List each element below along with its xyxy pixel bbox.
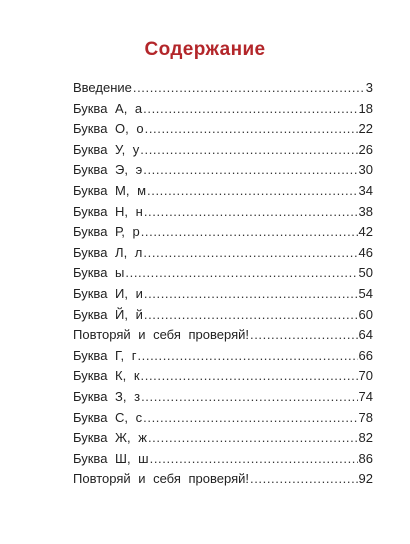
toc-entry-page: 92 xyxy=(358,471,373,487)
toc-entry-label: Буква У, у xyxy=(73,141,140,157)
toc-entry-page: 54 xyxy=(358,285,373,301)
toc-entry-label: Буква С, с xyxy=(73,409,143,425)
toc-entry xyxy=(73,286,373,307)
toc-entry xyxy=(73,245,373,266)
toc-entry-label: Буква Э, э xyxy=(73,162,143,178)
dot-leader xyxy=(143,162,357,177)
toc-entry-page: 50 xyxy=(358,265,373,281)
toc-entry-page: 60 xyxy=(358,306,373,322)
toc-entry-label: Буква А, а xyxy=(73,100,143,116)
dot-leader xyxy=(250,471,358,486)
toc-entry xyxy=(73,451,373,472)
toc-entry-page: 42 xyxy=(358,224,373,240)
toc-entry xyxy=(73,162,373,183)
toc-entry xyxy=(73,368,373,389)
dot-leader xyxy=(144,286,358,301)
toc-entry-label: Буква М, м xyxy=(73,182,147,198)
toc-entry-page: 30 xyxy=(358,162,373,178)
page-title: Содержание xyxy=(144,39,266,60)
dot-leader xyxy=(145,121,358,136)
dot-leader xyxy=(141,224,358,239)
toc-entry-label: Буква Л, л xyxy=(73,244,143,260)
toc-entry xyxy=(73,410,373,431)
toc-entry xyxy=(73,265,373,286)
toc-entry-label: Буква О, о xyxy=(73,121,144,137)
dot-leader xyxy=(141,368,358,383)
toc-entry xyxy=(73,224,373,245)
toc-entry-label: Буква Ж, ж xyxy=(73,430,147,446)
toc-entry xyxy=(73,348,373,369)
toc-entry-page: 18 xyxy=(358,100,373,116)
toc-entry-label: Буква З, з xyxy=(73,388,141,404)
dot-leader xyxy=(143,245,357,260)
dot-leader xyxy=(144,204,358,219)
dot-leader xyxy=(125,265,357,280)
toc-entry-page: 66 xyxy=(358,347,373,363)
dot-leader xyxy=(144,307,358,322)
dot-leader xyxy=(148,430,358,445)
toc-entry-label: Буква Р, р xyxy=(73,224,140,240)
toc-entry-page: 38 xyxy=(358,203,373,219)
toc-entry xyxy=(73,80,373,101)
dot-leader xyxy=(147,183,358,198)
toc-entry-label: Буква ы xyxy=(73,265,125,281)
toc-entry-label: Буква К, к xyxy=(73,368,140,384)
toc-entry-page: 26 xyxy=(358,141,373,157)
toc-entry-label: Введение xyxy=(73,80,132,95)
toc-entry-label: Буква Н, н xyxy=(73,203,143,219)
dot-leader xyxy=(141,389,357,404)
toc-entry-label: Повторяй и себя проверяй! xyxy=(73,471,249,487)
dot-leader xyxy=(133,80,365,95)
toc-entry-label: Буква Ш, ш xyxy=(73,450,149,466)
dot-leader xyxy=(143,101,357,116)
toc-entry xyxy=(73,389,373,410)
dot-leader xyxy=(150,451,358,466)
toc-entry xyxy=(73,121,373,142)
toc-entry xyxy=(73,430,373,451)
toc-entry-label: Буква И, и xyxy=(73,285,143,301)
toc-entry xyxy=(73,327,373,348)
toc-entry xyxy=(73,307,373,328)
toc-entry xyxy=(73,204,373,225)
toc-entry xyxy=(73,183,373,204)
table-of-contents xyxy=(73,80,373,492)
toc-entry-page: 22 xyxy=(358,121,373,137)
dot-leader xyxy=(140,142,357,157)
toc-entry-page: 64 xyxy=(358,327,373,343)
dot-leader xyxy=(137,348,357,363)
toc-entry-label: Буква Й, й xyxy=(73,306,143,322)
dot-leader xyxy=(250,327,358,342)
dot-leader xyxy=(143,410,357,425)
toc-entry-page: 82 xyxy=(358,430,373,446)
toc-entry-page: 74 xyxy=(358,388,373,404)
toc-entry-page: 78 xyxy=(358,409,373,425)
toc-entry-page: 3 xyxy=(365,80,373,95)
toc-entry xyxy=(73,142,373,163)
toc-entry xyxy=(73,471,373,492)
toc-entry xyxy=(73,101,373,122)
toc-entry-page: 34 xyxy=(358,182,373,198)
toc-entry-label: Повторяй и себя проверяй! xyxy=(73,327,249,343)
toc-entry-page: 46 xyxy=(358,244,373,260)
toc-entry-page: 70 xyxy=(358,368,373,384)
toc-entry-page: 86 xyxy=(358,450,373,466)
toc-entry-label: Буква Г, г xyxy=(73,347,137,363)
